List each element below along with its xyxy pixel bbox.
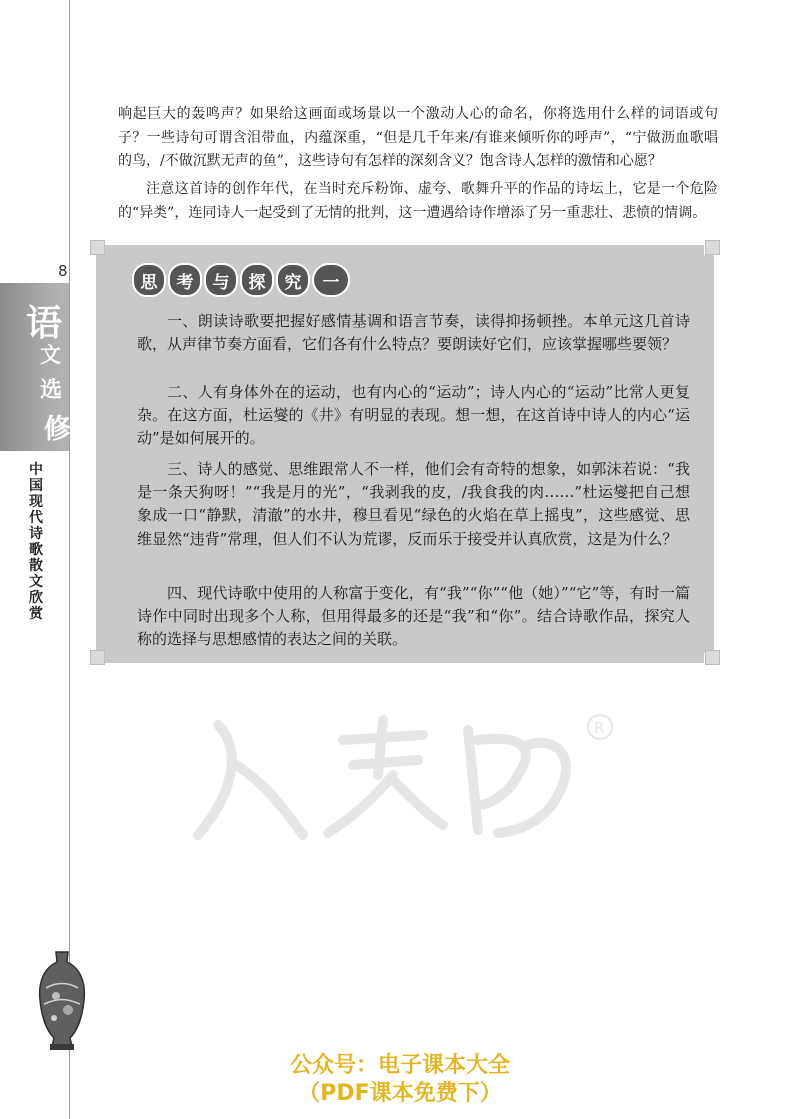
vase-illustration bbox=[34, 948, 90, 1052]
vertical-subtitle bbox=[27, 462, 45, 622]
title-char: 究 bbox=[276, 263, 310, 297]
vertical-subtitle-char: 代 bbox=[29, 510, 43, 526]
title-char: 一 bbox=[312, 263, 350, 297]
vertical-subtitle-char: 中 bbox=[29, 462, 43, 478]
box-corner bbox=[90, 240, 105, 255]
side-tab-char: 语 bbox=[26, 302, 63, 344]
intro-paragraph: 响起巨大的轰鸣声？如果给这画面或场景以一个激动人心的命名，你将选用什么样的词语或句子？一些诗句可谓含泪带血，内蕴深重，“但是几千年来/有谁来倾听你的呼声”，“宁做沥血歌唱的鸟，/不做沉默无声的鱼”，这些诗句有怎样的深刻含义？饱含诗人怎样的激情和心愿？ bbox=[118, 106, 718, 169]
intro-paragraph: 注意这首诗的创作年代，在当时充斥粉饰、虚夸、歌舞升平的作品的诗坛上，它是一个危险的“异类”，连同诗人一起受到了无情的批判，这一遭遇给诗作增添了另一重悲壮、悲愤的情调。 bbox=[118, 181, 718, 221]
vertical-subtitle-char: 歌 bbox=[29, 542, 43, 558]
title-char: 思 bbox=[132, 263, 166, 297]
vertical-subtitle-char: 散 bbox=[29, 558, 43, 574]
box-corner bbox=[90, 650, 105, 665]
exercise-item: 一、朗读诗歌要把握好感情基调和语言节奏，读得抑扬顿挫。本单元这几首诗歌，从声律节奏方面看，它们各有什么特点？要朗读好它们，应该掌握哪些要领？ bbox=[137, 312, 690, 354]
side-tab-char: 选 bbox=[40, 377, 63, 403]
box-corner bbox=[705, 240, 720, 255]
box-corner bbox=[705, 650, 720, 665]
side-tab-char: 修 bbox=[44, 414, 71, 445]
vertical-subtitle-char: 现 bbox=[29, 494, 43, 510]
exercise-item: 二、人有身体外在的运动，也有内心的“运动”；诗人内心的“运动”比常人更复杂。在这方面，杜运燮的《井》有明显的表现。想一想，在这首诗中诗人的内心“运动”是如何展开的。 bbox=[137, 383, 690, 448]
vertical-subtitle-char: 赏 bbox=[29, 606, 43, 622]
vertical-subtitle-char: 欣 bbox=[29, 590, 43, 606]
exercise-box-title bbox=[132, 264, 352, 296]
page-number: 8 bbox=[58, 262, 68, 280]
publisher-watermark-logo bbox=[178, 705, 618, 845]
side-tab bbox=[0, 283, 69, 451]
vertical-subtitle-char: 国 bbox=[29, 478, 43, 494]
side-tab-char: 文 bbox=[40, 342, 61, 367]
title-char: 与 bbox=[204, 263, 238, 297]
vertical-subtitle-char: 诗 bbox=[29, 526, 43, 542]
title-char: 探 bbox=[240, 263, 274, 297]
footer-note: （PDF课本免费下） bbox=[298, 1081, 502, 1106]
vertical-subtitle-char: 文 bbox=[29, 574, 43, 590]
exercise-item: 四、现代诗歌中使用的人称富于变化，有“我”“你”“他（她）”“它”等，有时一篇诗作中同时出现多个人称，但用得最多的还是“我”和“你”。结合诗歌作品，探究人称的选择与思想感情的表达之间的关联。 bbox=[137, 584, 690, 649]
title-char: 考 bbox=[168, 263, 202, 297]
svg-text:R: R bbox=[594, 719, 605, 737]
exercise-item: 三、诗人的感觉、思维跟常人不一样，他们会有奇特的想象，如郭沫若说：“我是一条天狗呀！”“我是月的光”，“我剥我的皮，/我食我的肉……”杜运燮把自己想象成一口“静默，清澈”的水井，穆旦看见“绿色的火焰在草上摇曳”，这些感觉、思维显然“违背”常理，但人们不认为荒谬，反而乐于接受并认真欣赏，这是为什么？ bbox=[137, 460, 690, 548]
footer-note: 公众号：电子课本大全 bbox=[289, 1053, 510, 1078]
